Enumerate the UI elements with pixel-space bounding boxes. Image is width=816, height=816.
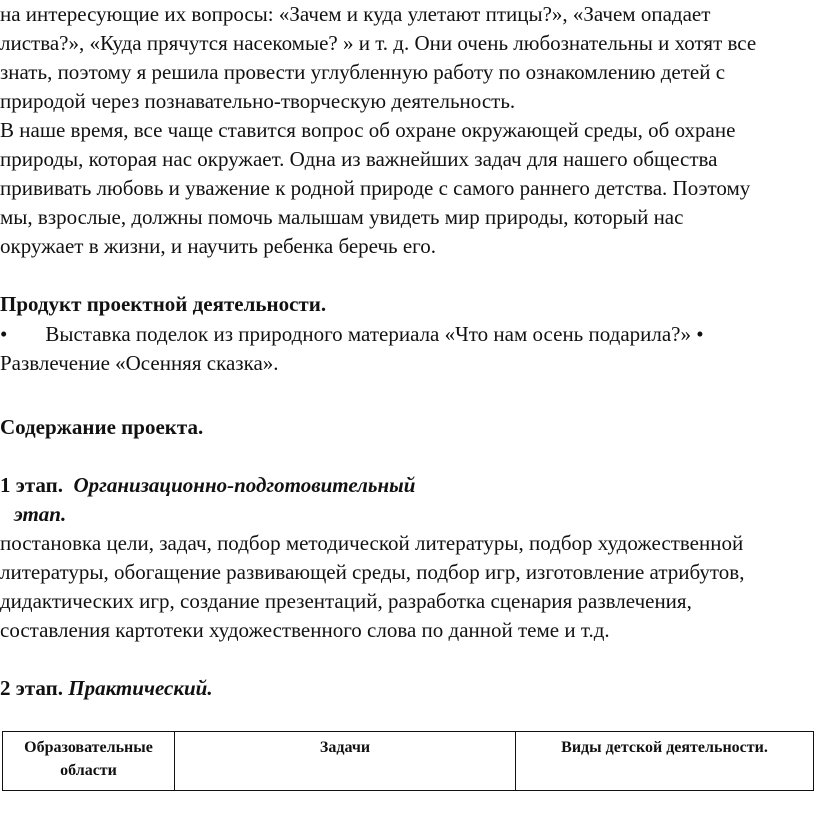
stage1-body-line: литературы, обогащение развивающей среды, подбор игр, изготовление атрибутов, — [0, 560, 745, 584]
stage1-body-line: дидактических игр, создание презентаций, разработка сценария развлечения, — [0, 589, 692, 613]
table-header-cell: Виды детской деятельности. — [516, 732, 814, 791]
relevance-line: прививать любовь и уважение к родной природе с самого раннего детства. Поэтому — [0, 176, 751, 200]
relevance-line: окружает в жизни, и научить ребенка беречь его. — [0, 234, 437, 258]
stage1-body-line: постановка цели, задач, подбор методической литературы, подбор художественной — [0, 531, 744, 555]
stage2-title: Практический. — [68, 676, 213, 700]
product-item-text: Выставка поделок из природного материала «Что нам осень подарила?» • — [45, 322, 704, 346]
relevance-line: мы, взрослые, должны помочь малышам увидеть мир природы, который нас — [0, 205, 684, 229]
intro-line: на интересующие их вопросы: «Зачем и куда улетают птицы?», «Зачем опадает — [0, 2, 711, 26]
stage1-title: Организационно-подготовительный — [73, 473, 416, 497]
content-heading: Содержание проекта. — [0, 415, 204, 439]
product-item-line: Развлечение «Осенняя сказка». — [0, 351, 279, 375]
product-bullet-line — [0, 320, 704, 348]
intro-line: листва?», «Куда прячутся насекомые? » и т. д. Они очень любознательны и хотят все — [0, 31, 757, 55]
relevance-line: природы, которая нас окружает. Одна из важнейших задач для нашего общества — [0, 147, 718, 171]
product-heading: Продукт проектной деятельности. — [0, 292, 327, 316]
stage1-title-continued: этап. — [14, 502, 67, 526]
table-header-cell: Образовательные области — [3, 732, 175, 791]
stage1-label: 1 этап. — [0, 473, 63, 497]
intro-line: знать, поэтому я решила провести углубленную работу по ознакомлению детей с — [0, 60, 726, 84]
stage2-label: 2 этап. — [0, 676, 63, 700]
stage1-body-line: составления картотеки художественного слова по данной теме и т.д. — [0, 618, 610, 642]
intro-line: природой через познавательно-творческую деятельность. — [0, 89, 516, 113]
relevance-line: В наше время, все чаще ставится вопрос об охране окружающей среды, об охране — [0, 118, 736, 142]
stage2-heading — [0, 674, 213, 702]
stage1-heading — [0, 471, 415, 499]
table-header-cell: Задачи — [175, 732, 516, 791]
table-header-row — [3, 732, 814, 791]
bullet-symbol: • — [0, 322, 8, 346]
activities-table — [2, 731, 814, 791]
